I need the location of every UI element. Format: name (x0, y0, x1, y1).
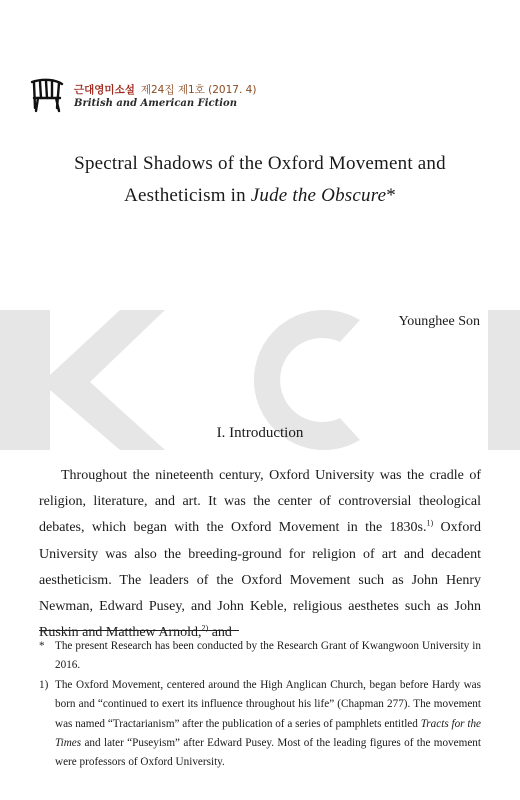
body-paragraph (39, 463, 481, 646)
footnote-star-text: The present Research has been conducted by the Research Grant of Kwangwoon University in 2016. (55, 640, 481, 672)
journal-title-line (74, 82, 256, 97)
paper-title-line-2 (40, 181, 480, 211)
footnote-star-mark: * (39, 640, 45, 652)
title-footnote-mark: * (386, 185, 396, 206)
journal-name-english: British and American Fiction (74, 98, 237, 109)
journal-name-korean: 근대영미소설 (74, 84, 135, 96)
footnote-1-text-b: and later “Puseyism” after Edward Pusey. Most of the leading figures of the movement were professors of Oxford University. (55, 737, 481, 769)
title-prefix: Aestheticism in (124, 185, 246, 206)
footnote-1-text-a: The Oxford Movement, centered around the High Anglican Church, began before Hardy was born and “continued to exert its influence throughout his life” (Chapman 277). The movement was named “Tractarianism” after the publication of a series of pamphlets entitled (55, 678, 481, 730)
footnote-ref-1[interactable]: 1) (426, 518, 434, 528)
footnote-1 (39, 676, 481, 773)
footnote-star (39, 637, 481, 676)
paper-title-line-1: Spectral Shadows of the Oxford Movement and (74, 153, 446, 174)
footnote-1-mark: 1) (39, 678, 49, 691)
section-heading: I. Introduction (216, 425, 304, 441)
author-name: Younghee Son (398, 314, 480, 329)
journal-header (26, 78, 326, 118)
body-text-part-1: Throughout the nineteenth century, Oxford University was the cradle of religion, literature, and art. It was the center of controversial theological debates, which began with the Oxford Movement in the 1830s. (39, 468, 481, 536)
footnote-1-italic-title: Tracts for the Times (55, 717, 482, 750)
footnote-divider (39, 630, 239, 631)
title-work-name: Jude the Obscure (250, 185, 387, 206)
body-text-part-2: Oxford University was also the breeding-ground for religion of art and decadent aestheticism. The leaders of the Oxford Movement such as John Henry Newman, Edward Pusey, and John Keble, religious aesthetes such as John Ruskin and Matthew Arnold, (39, 520, 481, 641)
journal-issue: 제24집 제1호 (2017. 4) (140, 84, 257, 96)
chair-logo-icon (26, 78, 66, 114)
footnote-ref-2[interactable]: 2) (201, 623, 209, 633)
body-text-part-3: and (208, 625, 232, 641)
footnotes (39, 637, 481, 773)
